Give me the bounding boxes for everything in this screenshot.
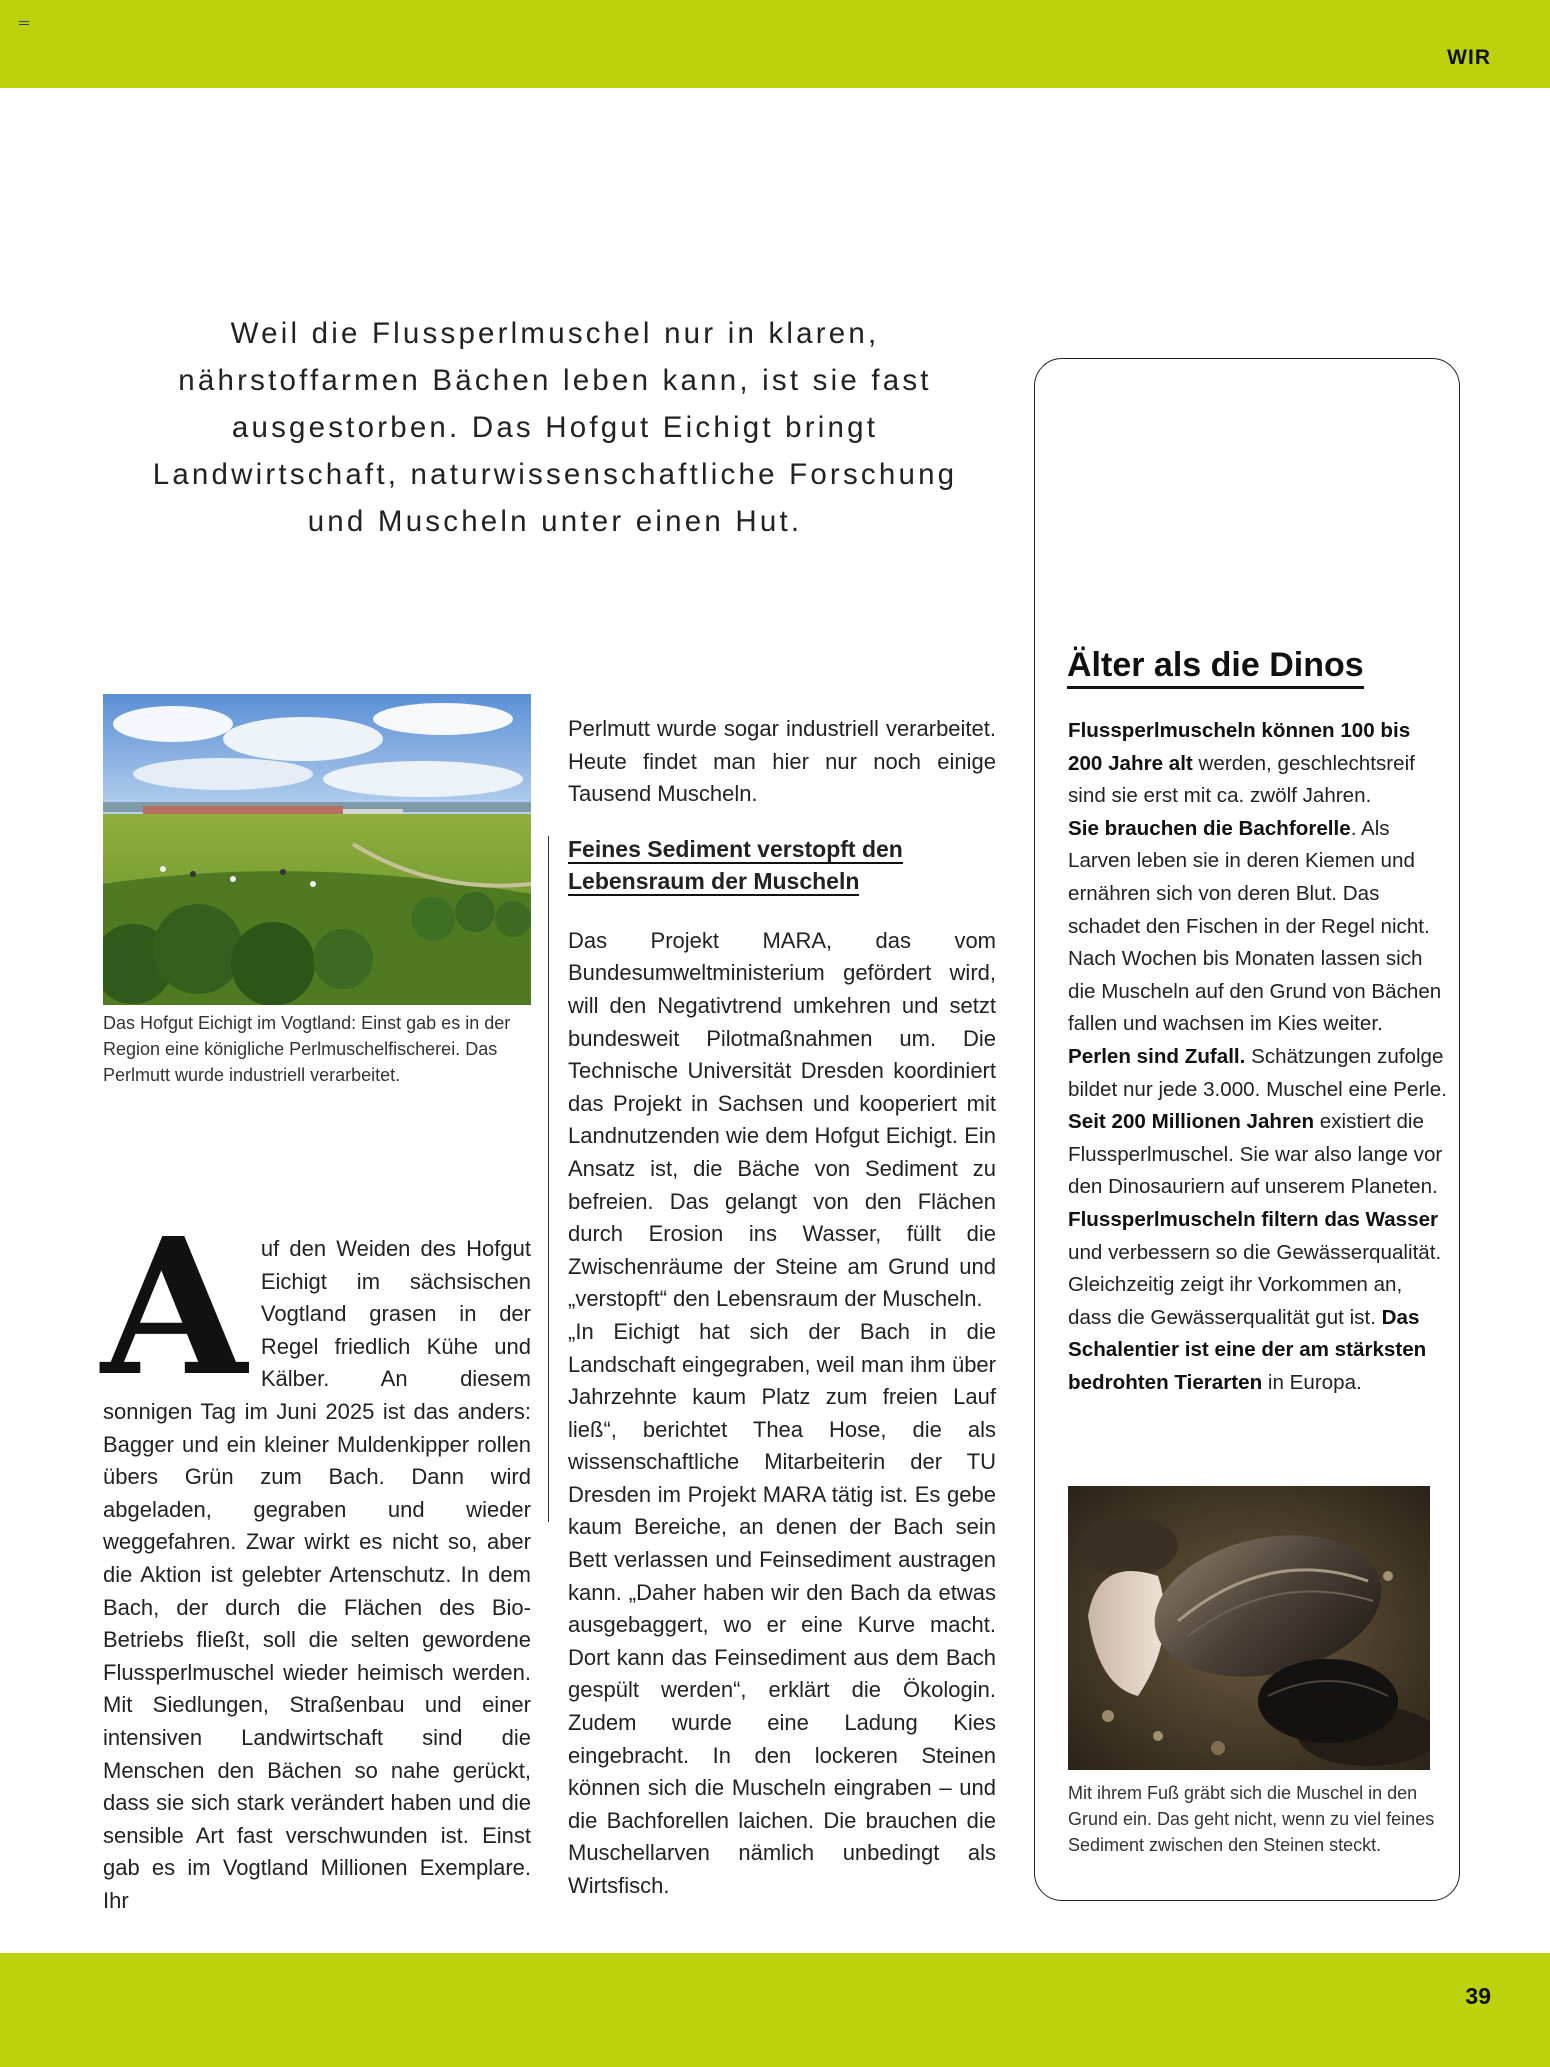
page-number: 39 bbox=[1465, 1983, 1491, 2009]
mussel-photo-caption: Mit ihrem Fuß gräbt sich die Muschel in den Grund ein. Das geht nicht, wenn zu viel feines Sediment zwischen den Steinen steckt. bbox=[1068, 1783, 1435, 1855]
fact-4-bold: Seit 200 Millionen Jahren bbox=[1068, 1110, 1315, 1134]
fact-2-text: . Als Larven leben sie in deren Kiemen und ernähren sich von deren Blut. Das schadet den Fischen in der Regel nicht. Nach Wochen bis Monaten lassen sich die Muscheln auf den Grund von Bächen fallen und wachsen im Kies weiter. bbox=[1068, 816, 1442, 1036]
fact-4-text: existiert die Flussperlmuschel. Sie war also lange vor den Dinosauriern auf unserem Planeten. bbox=[1068, 1110, 1443, 1199]
subheading-line-2: Lebensraum der Muscheln bbox=[568, 867, 860, 894]
column-2-paragraph-2: „In Eichigt hat sich der Bach in die Landschaft eingegraben, weil man ihm über Jahrzehnte kaum Platz zum freien Lauf ließ“, berichtet Thea Hose, die als wissenschaftliche Mitarbeiterin der TU Dresden im Projekt MARA tätig ist. Es gebe kaum Bereiche, an denen der Bach sein Bett verlassen und Feinsediment austragen kann. „Daher haben wir den Bach da etwas ausgebaggert, wo er eine Kurve macht. Dort kann das Feinsediment aus dem Bach gespült werden“, erklärt die Ökologin. Zudem wurde eine Ladung Kies eingebracht. In den lockeren Steinen können sich die Muscheln eingraben – und die Bachforellen laichen. Die brauchen die Muschellarven nämlich unbedingt als Wirtsfisch. bbox=[568, 1318, 996, 1898]
fact-6-bold: Das Schalentier ist eine der am stärksten bedrohten Tierarten bbox=[1068, 1305, 1427, 1394]
info-box-text bbox=[1068, 715, 1448, 1399]
mussel-photo bbox=[1068, 1486, 1430, 1770]
fact-1-bold: Flussperlmuscheln können 100 bis 200 Jahre alt bbox=[1068, 719, 1411, 775]
fact-1-text: werden, geschlechtsreif sind sie erst mit ca. zwölf Jahren. bbox=[1068, 751, 1415, 808]
fact-3-bold: Perlen sind Zufall. bbox=[1068, 1044, 1246, 1068]
fact-6-text: in Europa. bbox=[1262, 1370, 1362, 1394]
section-label: WIR bbox=[1447, 46, 1491, 69]
article-column-2 bbox=[568, 713, 996, 1903]
info-box-title: Älter als die Dinos bbox=[1067, 646, 1364, 685]
drop-cap: A bbox=[101, 1197, 247, 1418]
fact-5-text: und verbessern so die Gewässerqualität. Gleichzeitig zeigt ihr Vorkommen an, dass die Gewässerqualität gut ist. bbox=[1068, 1240, 1442, 1329]
article-column-1 bbox=[101, 1197, 531, 1917]
column-1-text: uf den Weiden des Hofgut Eichigt im sächsischen Vogtland grasen in der Regel friedlich Kühe und Kälber. An diesem sonnigen Tag im Juni 2025 ist das anders: Bagger und ein kleiner Muldenkipper rollen übers Grün zum Bach. Dann wird abgeladen, gegraben und wieder weggefahren. Zwar wirkt es nicht so, aber die Aktion ist gelebter Artenschutz. In dem Bach, der durch die Flächen des Bio-Betriebs fließt, soll die selten gewordene Flussperlmuschel wieder heimisch werden. Mit Siedlungen, Straßenbau und einer intensiven Landwirtschaft sind die Menschen den Bächen so nahe gerückt, dass sie sich stark verändert haben und die sensible Art fast verschwunden ist. Einst gab es im Vogtland Millionen Exemplare. Ihr bbox=[103, 1236, 531, 1913]
lead-text: Weil die Flussperlmuschel nur in klaren, nährstoffarmen Bächen leben kann, ist sie fast ausgestorben. Das Hofgut Eichigt bringt Landwirtschaft, naturwissenschaftliche Forschung und Muscheln unter einen Hut. bbox=[152, 317, 958, 538]
subheading-line-1: Feines Sediment verstopft den bbox=[568, 835, 903, 862]
column-divider bbox=[548, 836, 549, 1522]
fact-3-text: Schätzungen zufolge bildet nur jede 3.000. Muschel eine Perle. bbox=[1068, 1044, 1447, 1101]
photo-caption: Das Hofgut Eichigt im Vogtland: Einst gab es in der Region eine königliche Perlmuschelfischerei. Das Perlmutt wurde industriell verarbeitet. bbox=[103, 1013, 511, 1085]
menu-icon[interactable] bbox=[19, 21, 29, 27]
fact-5-bold: Flussperlmuscheln filtern das Wasser bbox=[1068, 1207, 1439, 1231]
fact-2-bold: Sie brauchen die Bachforelle bbox=[1068, 816, 1351, 840]
bottom-bar bbox=[0, 1953, 1550, 2067]
column-2-intro: Perlmutt wurde sogar industriell verarbeitet. Heute findet man hier nur noch einige Tausend Muscheln. bbox=[568, 716, 996, 807]
subheading bbox=[568, 833, 996, 897]
top-bar bbox=[0, 0, 1550, 88]
column-2-paragraph-1: Das Projekt MARA, das vom Bundesumweltministerium gefördert wird, will den Negativtrend umkehren und setzt bundesweit Pilotmaßnahmen um. Die Technische Universität Dresden koordiniert das Projekt in Sachsen und kooperiert mit Landnutzenden wie dem Hofgut Eichigt. Ein Ansatz ist, die Bäche von Sediment zu befreien. Das gelangt von den Flächen durch Erosion ins Wasser, füllt die Zwischenräume der Steine am Grund und „verstopft“ den Lebensraum der Muscheln. bbox=[568, 927, 996, 1312]
farm-landscape-photo bbox=[103, 694, 531, 1005]
